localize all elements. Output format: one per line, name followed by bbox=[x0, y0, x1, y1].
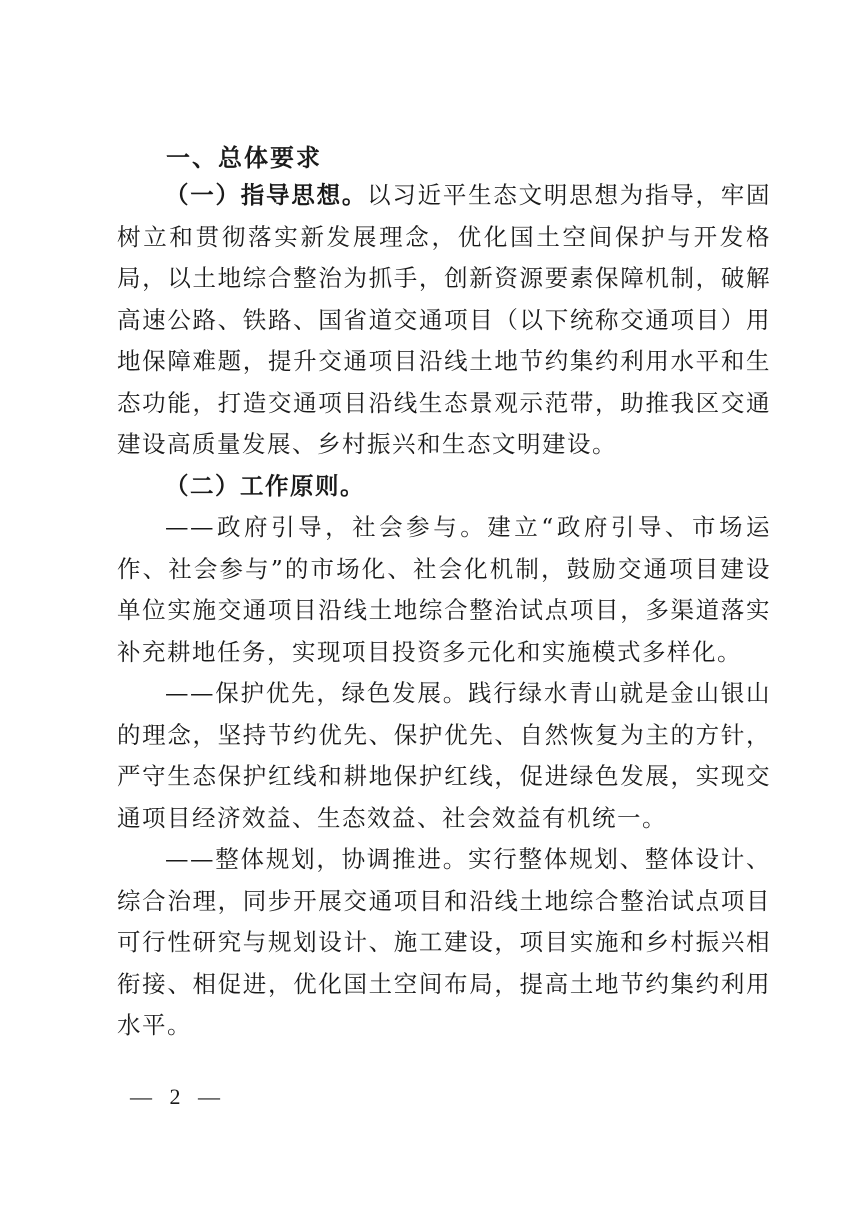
page-number: — 2 — bbox=[130, 1084, 226, 1109]
guiding-text: 以习近平生态文明思想为指导，牢固树立和贯彻落实新发展理念，优化国土空间保护与开发格局，以土地综合整治为抓手，创新资源要素保障机制，破解高速公路、铁路、国省道交通项目（以下统称交通项目）用地保障难题，提升交通项目沿线土地节约集约利用水平和生态功能，打造交通项目沿线生态景观示范带，助推我区交通建设高质量发展、乡村振兴和生态文明建设。 bbox=[117, 181, 772, 458]
document-body bbox=[117, 175, 771, 1047]
guiding-label: （一）指导思想。 bbox=[165, 181, 368, 209]
principle-item: ——保护优先，绿色发展。践行绿水青山就是金山银山的理念，坚持节约优先、保护优先、自然恢复为主的方针，严守生态保护红线和耕地保护红线，促进绿色发展，实现交通项目经济效益、生态效益、社会效益有机统一。 bbox=[117, 679, 771, 832]
principle-item: ——整体规划，协调推进。实行整体规划、整体设计、综合治理，同步开展交通项目和沿线土地综合整治试点项目可行性研究与规划设计、施工建设，项目实施和乡村振兴相衔接、相促进，优化国土空间布局，提高土地节约集约利用水平。 bbox=[117, 845, 771, 1039]
guiding-paragraph bbox=[117, 175, 771, 466]
principles-label: （二）工作原则。 bbox=[165, 471, 365, 500]
principle-item: ——政府引导，社会参与。建立“政府引导、市场运作、社会参与”的市场化、社会化机制，鼓励交通项目建设单位实施交通项目沿线土地综合整治试点项目，多渠道落实补充耕地任务，实现项目投资多元化和实施模式多样化。 bbox=[117, 513, 771, 666]
principles-heading-paragraph bbox=[117, 466, 771, 508]
section-heading: 一、总体要求 bbox=[166, 144, 322, 172]
